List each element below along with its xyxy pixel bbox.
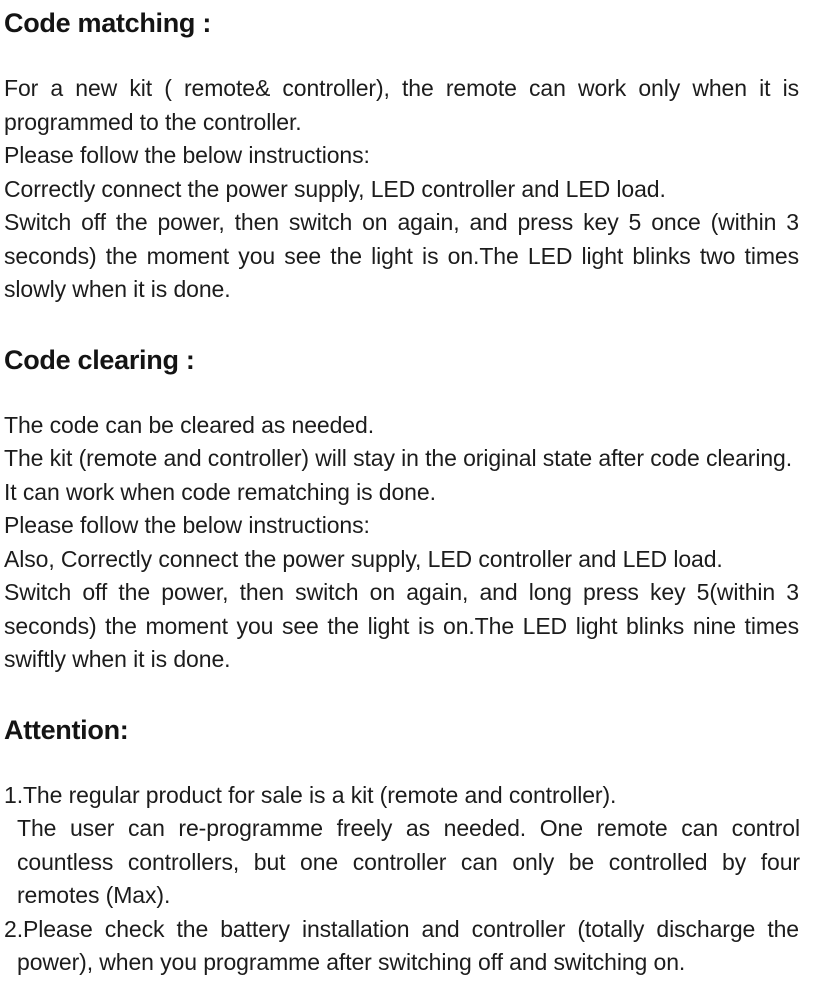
text-line: Switch off the power, then switch on again, and long press key 5(within 3 xyxy=(4,579,799,605)
text-line: Please follow the below instructions: xyxy=(4,512,370,538)
attention-body xyxy=(4,779,833,980)
text-line: countless controllers, but one controller can only be controlled by four xyxy=(17,848,800,875)
text-line: Please follow the below instructions: xyxy=(4,142,370,168)
section-attention xyxy=(4,713,833,980)
text-line: The code can be cleared as needed. xyxy=(4,411,374,438)
text-line: swiftly when it is done. xyxy=(4,646,231,672)
code-matching-body xyxy=(4,72,833,307)
text-line: The kit (remote and controller) will stay in the original state after code clearing. xyxy=(4,445,793,471)
text-line: For a new kit ( remote& controller), the remote can work only when it is xyxy=(4,75,799,101)
section-code-clearing xyxy=(4,343,833,677)
text-line: Correctly connect the power supply, LED controller and LED load. xyxy=(4,175,666,202)
code-matching-heading: Code matching : xyxy=(4,8,212,38)
code-clearing-heading: Code clearing : xyxy=(4,344,195,375)
text-line: 2.Please check the battery installation and controller (totally discharge the xyxy=(4,915,799,942)
text-line: seconds) the moment you see the light is on.The LED light blinks two times xyxy=(4,242,799,269)
text-line: It can work when code rematching is done. xyxy=(4,478,436,505)
text-line: slowly when it is done. xyxy=(4,276,231,302)
text-line: The user can re-programme freely as needed. One remote can control xyxy=(17,815,800,841)
text-line: seconds) the moment you see the light is on.The LED light blinks nine times xyxy=(4,612,799,639)
text-line: programmed to the controller. xyxy=(4,108,302,135)
text-line: 1.The regular product for sale is a kit (remote and controller). xyxy=(4,781,617,808)
text-line: Switch off the power, then switch on again, and press key 5 once (within 3 xyxy=(4,209,799,235)
text-line: Also, Correctly connect the power supply, LED controller and LED load. xyxy=(4,545,723,572)
attention-heading: Attention: xyxy=(4,714,129,745)
code-clearing-body xyxy=(4,409,833,677)
text-line: remotes (Max). xyxy=(17,882,171,908)
section-code-matching xyxy=(4,6,833,307)
text-line: power), when you programme after switching off and switching on. xyxy=(17,949,686,975)
